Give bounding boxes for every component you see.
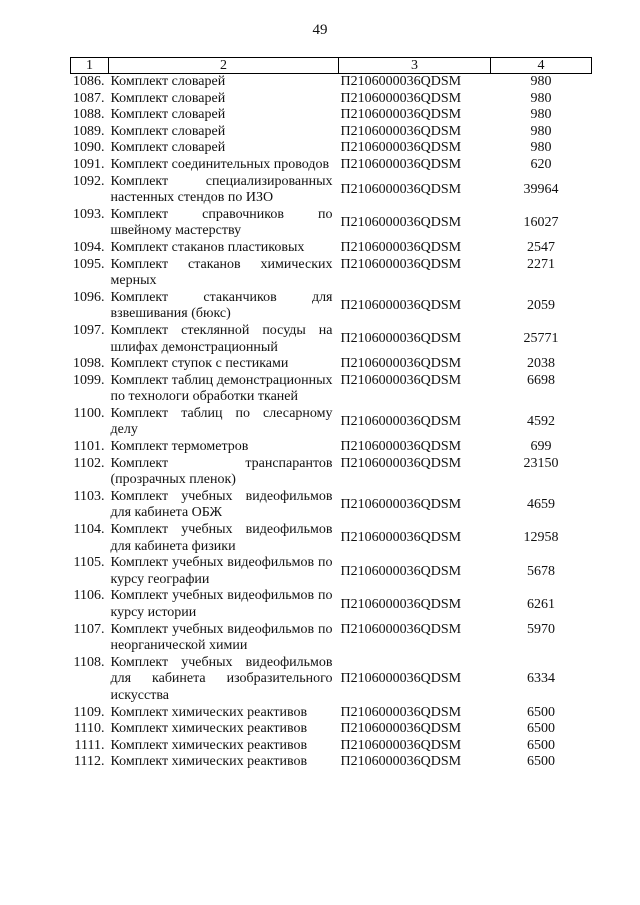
row-number: 1097.	[73, 322, 105, 338]
item-code: П2106000036QDSM	[340, 737, 462, 753]
item-price: 620	[530, 156, 552, 172]
item-code: П2106000036QDSM	[340, 331, 462, 347]
item-name: Комплект стаканчиков для взвешивания (бюкс)	[110, 289, 333, 322]
item-name: Комплект учебных видеофильмов для кабинета изобразительного искусства	[110, 654, 333, 703]
item-code: П2106000036QDSM	[340, 140, 462, 156]
item-name: Комплект транспарантов (прозрачных пленок)	[110, 455, 333, 488]
row-number: 1092.	[73, 173, 105, 189]
table-row	[71, 655, 592, 705]
row-number: 1107.	[73, 621, 105, 637]
item-code: П2106000036QDSM	[340, 74, 462, 89]
row-number: 1090.	[73, 140, 105, 156]
item-price: 980	[530, 107, 552, 123]
item-code: П2106000036QDSM	[340, 621, 462, 637]
item-code: П2106000036QDSM	[340, 439, 462, 455]
item-code: П2106000036QDSM	[340, 414, 462, 430]
row-number: 1106.	[73, 588, 105, 604]
item-name: Комплект словарей	[110, 90, 226, 106]
item-price: 2271	[527, 256, 555, 272]
table-row	[71, 91, 592, 108]
column-header-4: 4	[491, 58, 592, 74]
table-row	[71, 373, 592, 406]
row-number: 1110.	[74, 721, 105, 737]
item-price: 6698	[527, 372, 555, 388]
item-name: Комплект таблиц по слесарному делу	[110, 405, 333, 438]
table-row	[71, 754, 592, 771]
item-code: П2106000036QDSM	[340, 596, 462, 612]
table-row	[71, 738, 592, 755]
item-price: 980	[530, 140, 552, 156]
row-number: 1099.	[73, 372, 105, 388]
row-number: 1088.	[73, 107, 105, 123]
item-name: Комплект учебных видеофильмов по курсу истории	[110, 588, 333, 620]
table-row	[71, 522, 592, 555]
item-code: П2106000036QDSM	[340, 239, 462, 255]
item-price: 2547	[527, 239, 555, 255]
table-row	[71, 240, 592, 257]
item-price: 980	[530, 90, 552, 106]
table-row	[71, 157, 592, 174]
row-number: 1103.	[73, 488, 105, 504]
table-row	[71, 705, 592, 722]
row-number: 1100.	[73, 405, 105, 421]
item-name: Комплект химических реактивов	[110, 721, 308, 737]
item-price: 23150	[523, 455, 559, 471]
table-row	[71, 555, 592, 588]
table-row	[71, 257, 592, 290]
item-code: П2106000036QDSM	[340, 181, 462, 197]
item-price: 6500	[527, 737, 555, 753]
item-name: Комплект стеклянной посуды на шлифах демонстрационный	[110, 322, 333, 355]
item-price: 4659	[527, 497, 555, 513]
item-name: Комплект словарей	[110, 140, 226, 156]
item-code: П2106000036QDSM	[340, 156, 462, 172]
item-name: Комплект химических реактивов	[110, 754, 308, 770]
table-row	[71, 290, 592, 323]
item-name: Комплект таблиц демонстрационных по технологи обработки тканей	[110, 372, 333, 405]
table-row	[71, 406, 592, 439]
item-price: 6334	[527, 671, 555, 687]
row-number: 1087.	[73, 90, 105, 106]
row-number: 1105.	[73, 555, 105, 571]
item-price: 699	[530, 439, 552, 455]
item-name: Комплект специализированных настенных стендов по ИЗО	[110, 173, 333, 206]
item-code: П2106000036QDSM	[340, 455, 462, 471]
table-row	[71, 489, 592, 522]
item-name: Комплект учебных видеофильмов для кабинета ОБЖ	[110, 488, 333, 521]
row-number: 1089.	[73, 123, 105, 139]
item-price: 6500	[527, 721, 555, 737]
row-number: 1109.	[73, 704, 105, 720]
row-number: 1086.	[73, 74, 105, 89]
item-name: Комплект химических реактивов	[110, 737, 308, 753]
item-code: П2106000036QDSM	[340, 530, 462, 546]
row-number: 1108.	[73, 654, 105, 670]
item-name: Комплект стаканов пластиковых	[110, 239, 305, 255]
item-code: П2106000036QDSM	[340, 671, 462, 687]
item-code: П2106000036QDSM	[340, 563, 462, 579]
item-price: 2059	[527, 298, 555, 314]
item-price: 6500	[527, 754, 555, 770]
table-row	[71, 174, 592, 207]
item-code: П2106000036QDSM	[340, 215, 462, 231]
table-row	[71, 588, 592, 621]
item-code: П2106000036QDSM	[340, 107, 462, 123]
item-name: Комплект стаканов химических мерных	[110, 256, 333, 289]
item-price: 25771	[523, 331, 559, 347]
item-code: П2106000036QDSM	[340, 90, 462, 106]
item-code: П2106000036QDSM	[340, 704, 462, 720]
row-number: 1102.	[73, 455, 105, 471]
price-table	[70, 57, 592, 771]
row-number: 1094.	[73, 239, 105, 255]
item-name: Комплект учебных видеофильмов для кабинета физики	[110, 522, 333, 554]
item-code: П2106000036QDSM	[340, 298, 462, 314]
row-number: 1098.	[73, 356, 105, 372]
item-name: Комплект учебных видеофильмов по неорганической химии	[110, 621, 333, 654]
row-number: 1093.	[73, 206, 105, 222]
item-code: П2106000036QDSM	[340, 356, 462, 372]
item-code: П2106000036QDSM	[340, 372, 462, 388]
item-code: П2106000036QDSM	[340, 497, 462, 513]
item-price: 4592	[527, 414, 555, 430]
table-row	[71, 439, 592, 456]
item-name: Комплект словарей	[110, 107, 226, 123]
row-number: 1096.	[73, 289, 105, 305]
item-price: 39964	[523, 181, 559, 197]
item-name: Комплект справочников по швейному мастерству	[110, 206, 333, 239]
item-price: 2038	[527, 356, 555, 372]
table-row	[71, 456, 592, 489]
item-price: 980	[530, 74, 552, 89]
item-name: Комплект химических реактивов	[110, 704, 308, 720]
row-number: 1101.	[73, 439, 105, 455]
item-price: 6261	[527, 596, 555, 612]
table-row	[71, 323, 592, 356]
item-code: П2106000036QDSM	[340, 721, 462, 737]
row-number: 1095.	[73, 256, 105, 272]
item-price: 6500	[527, 704, 555, 720]
table-row	[71, 74, 592, 91]
item-price: 5678	[527, 563, 555, 579]
item-name: Комплект термометров	[110, 439, 249, 455]
item-price: 12958	[523, 530, 559, 546]
page-number: 49	[312, 22, 328, 38]
item-price: 16027	[523, 215, 559, 231]
item-name: Комплект ступок с пестиками	[110, 356, 289, 372]
item-name: Комплект словарей	[110, 123, 226, 139]
table-row	[71, 721, 592, 738]
table-header-row	[71, 58, 592, 74]
table-row	[71, 622, 592, 655]
column-header-1: 1	[71, 58, 109, 74]
table-row	[71, 356, 592, 373]
item-price: 980	[530, 123, 552, 139]
row-number: 1091.	[73, 156, 105, 172]
item-code: П2106000036QDSM	[340, 754, 462, 770]
item-name: Комплект словарей	[110, 74, 226, 89]
item-code: П2106000036QDSM	[340, 123, 462, 139]
table-row	[71, 207, 592, 240]
table-row	[71, 140, 592, 157]
row-number: 1111.	[74, 737, 105, 753]
table-row	[71, 107, 592, 124]
table-row	[71, 124, 592, 141]
column-header-2: 2	[109, 58, 339, 74]
item-code: П2106000036QDSM	[340, 256, 462, 272]
item-price: 5970	[527, 621, 555, 637]
item-name: Комплект учебных видеофильмов по курсу географии	[110, 555, 333, 587]
row-number: 1104.	[73, 522, 105, 538]
row-number: 1112.	[74, 754, 105, 770]
item-name: Комплект соединительных проводов	[110, 156, 330, 172]
column-header-3: 3	[339, 58, 491, 74]
